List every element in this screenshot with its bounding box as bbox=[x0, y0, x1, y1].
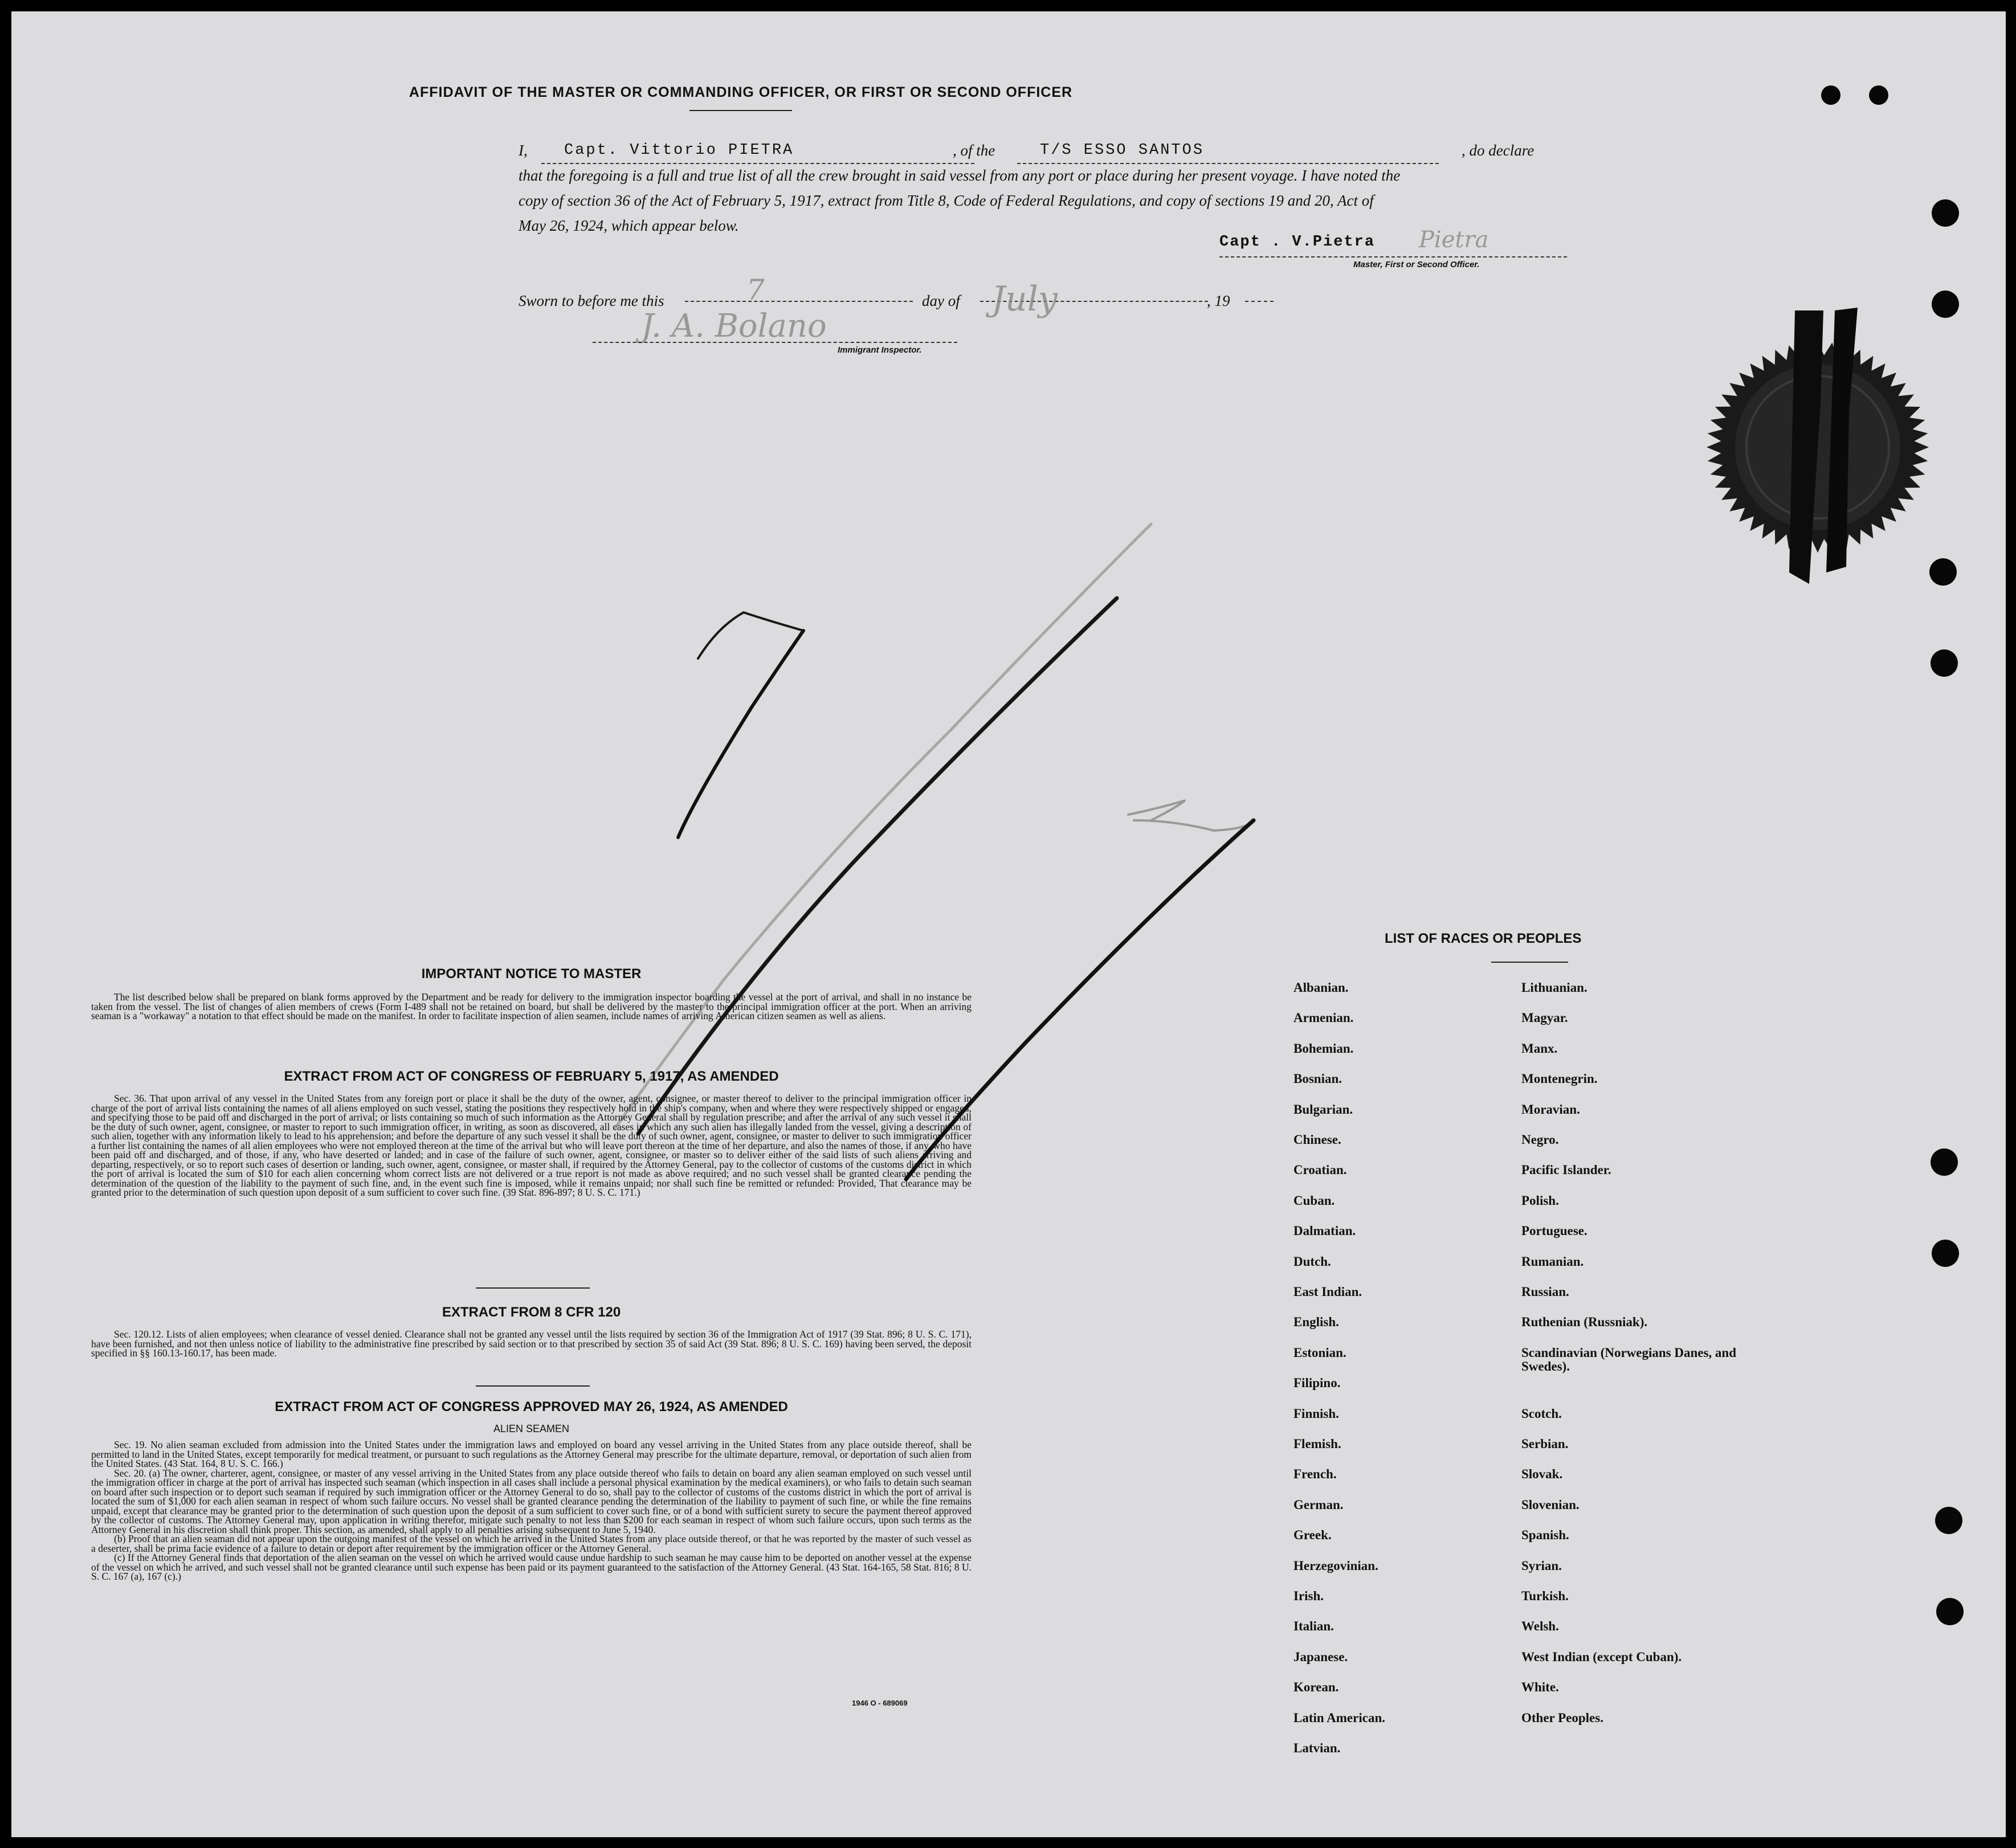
inspector-line bbox=[593, 342, 957, 343]
day-of-label: day of bbox=[922, 292, 960, 309]
race-item: Montenegrin. bbox=[1521, 1072, 1598, 1086]
race-item: West Indian (except Cuban). bbox=[1521, 1649, 1682, 1664]
race-item: German. bbox=[1293, 1497, 1344, 1512]
race-item: Serbian. bbox=[1521, 1437, 1569, 1451]
race-item: Welsh. bbox=[1521, 1619, 1559, 1634]
races-rule bbox=[1491, 962, 1568, 963]
race-item: Moravian. bbox=[1521, 1102, 1580, 1117]
punch-hole bbox=[1932, 1240, 1959, 1267]
race-item: Negro. bbox=[1521, 1132, 1559, 1147]
declaration bbox=[519, 138, 1567, 238]
race-item: Rumanian. bbox=[1521, 1254, 1584, 1269]
extract3-text bbox=[91, 1440, 972, 1581]
race-item: Finnish. bbox=[1293, 1406, 1339, 1421]
race-item: Estonian. bbox=[1293, 1345, 1346, 1360]
race-item: White. bbox=[1521, 1680, 1559, 1695]
race-item: Latin American. bbox=[1293, 1710, 1385, 1725]
race-item: Pacific Islander. bbox=[1521, 1163, 1611, 1178]
race-item: Manx. bbox=[1521, 1041, 1558, 1056]
extract1-paragraph: Sec. 36. That upon arrival of any vessel in the United States from any foreign port or place it shall be the duty of the owner, agent, consignee, or master thereof to deliver to the principal immigration officer in charge of the port of arrival lists containing the names of all aliens employed on such vessel, stating the positions they respectively hold in the ship's company, when and where they were respectively shipped or engaged, and specifying those to be paid off and discharged in the port of arrival; or lists containing so much of such information as the Attorney General shall by regulation prescribe; and after the arrival of any such vessel it shall be the duty of such owner, agent, consignee, or master to report to such immigration officer, in writing, as soon as discovered, all cases in which any such alien has illegally landed from the vessel, giving a description of such alien, together with any information likely to lead to his apprehension; and before the departure of any such vessel it shall be the duty of such owner, agent, consignee, or master to deliver to such immigration officer a further list containing the names of all alien employees who were not employed thereon at the time of the arrival but who will leave port thereon at the time of her departure, and also the names of those, if any, who have been paid off and discharged, and of those, if any, who have deserted or landed; and in case of the failure of such owner, agent, consignee, or master so to deliver either of the said lists of such aliens arriving and departing, respectively, or so to report such cases of desertion or landing, such owner, agent, consignee, or master shall, if required by the Attorney General, pay to the collector of customs of the customs district in which the port of arrival is located the sum of $10 for each alien concerning whom correct lists are not delivered or a true report is not made as above required; and no such vessel shall be granted clearance pending the determination of the question of the liability to the payment of such fine, and, in the event such fine is imposed, while it remains unpaid; nor shall such fine be remitted or refunded: Provided, That clearance may be granted prior to the determination of such question upon deposit of a sum sufficient to cover such fine. (39 Stat. 896-897; 8 U. S. C. 171.) bbox=[91, 1093, 972, 1198]
extract2-paragraph: Sec. 120.12. Lists of alien employees; when clearance of vessel denied. Clearance shall not be granted any vessel until the lists required by section 36 of the Immigration Act of 1917 (39 Stat. 896; 8 U. S. C. 171), have been furnished, and not then unless notice of liability to the administrative fine prescribed by said section or to that prescribed by section 35 of said Act (39 Stat. 896; 8 U. S. C. 169) having been served, the deposit specified in §§ 160.13-160.17, has been made. bbox=[91, 1328, 972, 1359]
declaration-line-1 bbox=[519, 138, 1567, 163]
races-heading: LIST OF RACES OR PEOPLES bbox=[1385, 931, 1582, 946]
of-the-label: , of the bbox=[953, 142, 995, 159]
punch-hole bbox=[1929, 558, 1957, 586]
race-item: Flemish. bbox=[1293, 1437, 1341, 1451]
race-item: Irish. bbox=[1293, 1589, 1324, 1603]
race-item: French. bbox=[1293, 1467, 1337, 1482]
extract2-heading: EXTRACT FROM 8 CFR 120 bbox=[442, 1305, 621, 1320]
notice-paragraph: The list described below shall be prepared on blank forms approved by the Department and be ready for delivery to the immigration inspector boarding the vessel at the port of arrival, and shall in no instance be taken from the vessel. The list of changes of alien members of crews (Form I-489 shall not be retained on board, but shall be delivered by the master to the principal immigration officer at the port. When an arriving seaman is a "workaway" a notation to that effect should be made on the manifest. In order to facilitate inspection of alien seamen, include names of arriving American citizen seamen as well as aliens. bbox=[91, 991, 972, 1021]
extract3-paragraph-1: Sec. 19. No alien seaman excluded from admission into the United States under the immigration laws and employed on board any vessel arriving in the United States from any place outside thereof, shall be permitted to land in the United States, except temporarily for medical treatment, or pursuant to such regulations as the Attorney General may prescribe for the ultimate departure, removal, or deportation of such alien from the United States. (43 Stat. 164, 8 U. S. C. 166.) bbox=[91, 1439, 972, 1469]
extract3-subheading: ALIEN SEAMEN bbox=[493, 1423, 570, 1434]
section-rule-2 bbox=[476, 1385, 590, 1387]
race-item: Croatian. bbox=[1293, 1163, 1347, 1178]
punch-hole bbox=[1935, 1507, 1962, 1534]
sworn-day-value: 7 bbox=[746, 273, 765, 306]
signature-line bbox=[1219, 256, 1567, 257]
title-rule bbox=[689, 110, 792, 111]
race-item: Italian. bbox=[1293, 1619, 1334, 1634]
master-handwritten-signature: Pietra bbox=[1419, 227, 1489, 253]
declaration-line-2: that the foregoing is a full and true list of all the crew brought in said vessel from any port or place during her present voyage. I have noted the bbox=[519, 167, 1401, 184]
inspector-signature: J. A. Bolano bbox=[641, 308, 827, 345]
vessel-field: T/S ESSO SANTOS bbox=[1017, 138, 1439, 164]
race-item: Bosnian. bbox=[1293, 1072, 1342, 1086]
race-item: Dutch. bbox=[1293, 1254, 1331, 1269]
race-item: Greek. bbox=[1293, 1528, 1332, 1543]
year-line bbox=[1245, 301, 1274, 302]
race-item: Magyar. bbox=[1521, 1011, 1568, 1025]
sworn-label: Sworn to before me this bbox=[519, 292, 664, 309]
notice-heading: IMPORTANT NOTICE TO MASTER bbox=[421, 966, 642, 982]
race-item: Syrian. bbox=[1521, 1558, 1562, 1573]
punch-hole bbox=[1932, 199, 1959, 227]
affidavit-page bbox=[11, 11, 2006, 1837]
declaration-line-4: May 26, 1924, which appear below. bbox=[519, 217, 739, 234]
race-item: Spanish. bbox=[1521, 1528, 1569, 1543]
race-item: Albanian. bbox=[1293, 980, 1349, 995]
extract1-heading: EXTRACT FROM ACT OF CONGRESS OF FEBRUARY 5, 1917, AS AMENDED bbox=[284, 1069, 779, 1084]
extract2-text bbox=[91, 1330, 972, 1358]
extract3-heading: EXTRACT FROM ACT OF CONGRESS APPROVED MAY 26, 1924, AS AMENDED bbox=[275, 1399, 788, 1414]
race-item: Chinese. bbox=[1293, 1132, 1341, 1147]
embossed-seal bbox=[1698, 299, 1943, 595]
extract3-paragraph-4: (c) If the Attorney General finds that deportation of the alien seaman on the vessel on which he arrived would cause undue hardship to such seaman he may cause him to be deported on another vessel at the expense of the vessel on which he arrived, and such vessel shall not be granted clearance until such expense has been paid or its payment guaranteed to the satisfaction of the Attorney General. (43 Stat. 164-165, 58 Stat. 816; 8 U. S. C. 167 (a), 167 (c).) bbox=[91, 1552, 972, 1582]
race-item: Polish. bbox=[1521, 1193, 1559, 1208]
extract3-paragraph-3: (b) Proof that an alien seaman did not appear upon the outgoing manifest of the vessel on which he arrived in the United States from any place outside thereof, or that he was reported by the master of such vessel as a deserter, shall be prima facie evidence of a failure to detain or deport after requirement by the immigration officer or the Attorney General. bbox=[91, 1533, 972, 1554]
punch-hole bbox=[1821, 85, 1840, 105]
punch-hole bbox=[1936, 1598, 1964, 1625]
punch-hole bbox=[1932, 291, 1959, 318]
punch-hole bbox=[1931, 649, 1958, 677]
print-code: 1946 O - 689069 bbox=[852, 1699, 908, 1707]
inspector-caption: Immigrant Inspector. bbox=[838, 345, 922, 355]
race-item: Slovak. bbox=[1521, 1467, 1563, 1482]
notice-text bbox=[91, 992, 972, 1021]
race-item: Slovenian. bbox=[1521, 1497, 1580, 1512]
punch-hole bbox=[1869, 85, 1888, 105]
race-item: Scandinavian (Norwegians Danes, and Swedes). bbox=[1521, 1345, 1737, 1373]
race-item: Japanese. bbox=[1293, 1649, 1348, 1664]
extract3-paragraph-2: Sec. 20. (a) The owner, charterer, agent, consignee, or master of any vessel arriving in the United States from any place outside thereof who fails to detain on board any alien seaman employed on such vessel until the immigration officer in charge at the port of arrival has inspected such seaman (which inspection in all cases shall include a personal physical examination by the medical examiners), or who fails to detain such seaman on board after such inspection or to deport such seaman if required by such immigration officer or the Attorney General to do so, shall pay to the collector of customs of the customs district in which the port of arrival is located the sum of $1,000 for each alien seaman in respect of whom such failure occurs. No vessel shall be granted clearance pending the determination of the liability to payment of such fine, or while the fine remains unpaid, except that clearance may be granted prior to the determination of such question upon the deposit of a sum sufficient to cover such fine, or of a bond with sufficient surety to secure the payment thereof approved by the collector of customs. The Attorney General may, upon application in writing therefor, mitigate such penalty to not less than $200 for each seaman in respect of whom such failure occurs, upon such terms as the Attorney General in his discretion shall think proper. This section, as amended, shall apply to all penalties arising subsequent to June 5, 1940. bbox=[91, 1467, 972, 1535]
race-item: Dalmatian. bbox=[1293, 1224, 1356, 1238]
race-item: Bulgarian. bbox=[1293, 1102, 1353, 1117]
race-item: Ruthenian (Russniak). bbox=[1521, 1315, 1648, 1330]
race-item: Cuban. bbox=[1293, 1193, 1335, 1208]
race-item: Latvian. bbox=[1293, 1741, 1341, 1755]
section-rule-1 bbox=[476, 1287, 590, 1289]
race-item: Other Peoples. bbox=[1521, 1710, 1603, 1725]
declaration-line-3: copy of section 36 of the Act of February 5, 1917, extract from Title 8, Code of Federal Regulations, and copy of sections 19 and 20, Act of bbox=[519, 192, 1374, 209]
race-item: Lithuanian. bbox=[1521, 980, 1588, 995]
race-item: Portuguese. bbox=[1521, 1224, 1588, 1238]
race-item: Herzegovinian. bbox=[1293, 1558, 1378, 1573]
race-item: Filipino. bbox=[1293, 1376, 1341, 1391]
punch-hole bbox=[1931, 1148, 1958, 1176]
typed-signature: Capt . V.Pietra bbox=[1219, 234, 1376, 251]
sworn-day-line bbox=[685, 301, 913, 302]
race-item: Scotch. bbox=[1521, 1406, 1562, 1421]
race-item: Russian. bbox=[1521, 1285, 1569, 1299]
year-label: , 19 bbox=[1207, 292, 1230, 309]
document-title: AFFIDAVIT OF THE MASTER OR COMMANDING OFFICER, OR FIRST OR SECOND OFFICER bbox=[409, 84, 1073, 100]
race-item: Turkish. bbox=[1521, 1589, 1569, 1603]
master-name-field: Capt. Vittorio PIETRA bbox=[541, 138, 974, 164]
race-item: Bohemian. bbox=[1293, 1041, 1354, 1056]
extract1-text bbox=[91, 1094, 972, 1197]
race-item: East Indian. bbox=[1293, 1285, 1362, 1299]
race-item: English. bbox=[1293, 1315, 1339, 1330]
race-item: Armenian. bbox=[1293, 1011, 1354, 1025]
sworn-month-value: July bbox=[991, 279, 1058, 319]
do-declare-label: , do declare bbox=[1462, 142, 1535, 159]
signature-caption: Master, First or Second Officer. bbox=[1353, 260, 1480, 269]
race-item: Korean. bbox=[1293, 1680, 1339, 1695]
declaration-i: I, bbox=[519, 142, 528, 159]
